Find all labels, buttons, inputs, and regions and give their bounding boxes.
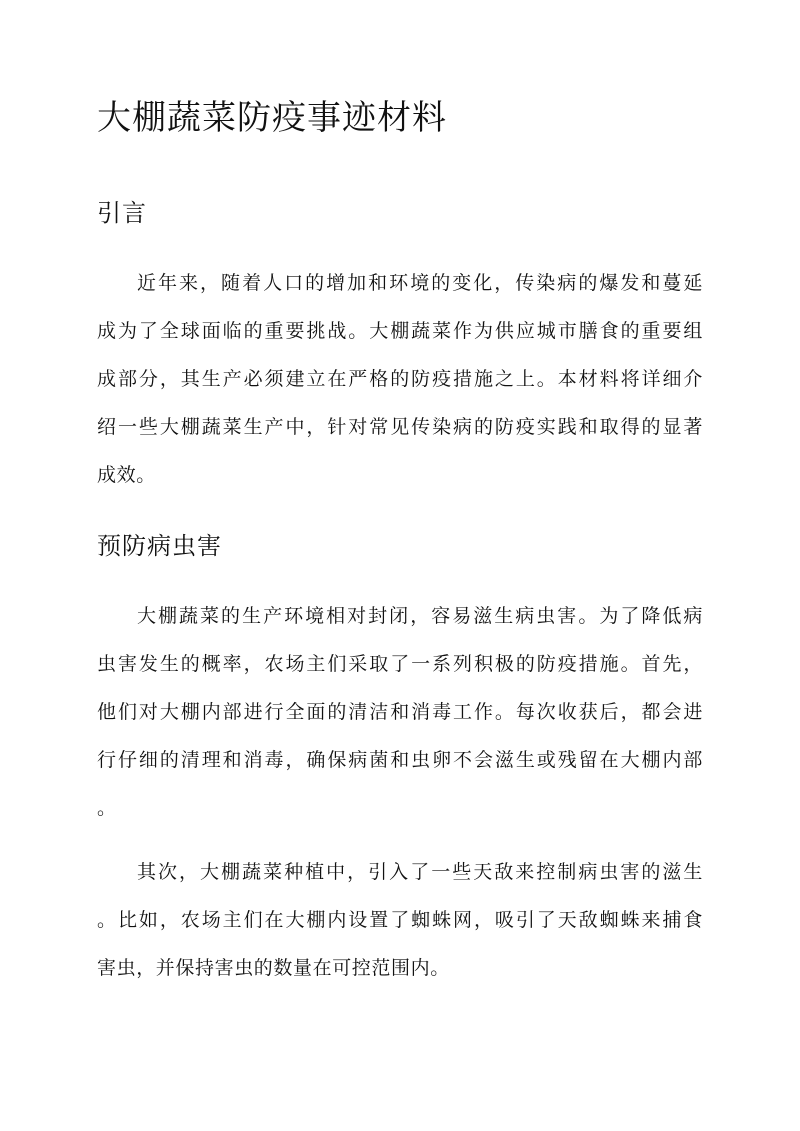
paragraph-line: 成部分，其生产必须建立在严格的防疫措施之上。本材料将详细介 — [97, 368, 703, 390]
paragraph-line: 成效。 — [97, 464, 156, 486]
paragraph-line: 绍一些大棚蔬菜生产中，针对常见传染病的防疫实践和取得的显著 — [97, 416, 703, 438]
section-heading-intro: 引言 — [97, 199, 147, 227]
paragraph-line: 。比如，农场主们在大棚内设置了蜘蛛网，吸引了天敌蜘蛛来捕食 — [97, 909, 703, 931]
paragraph-line: 害虫，并保持害虫的数量在可控范围内。 — [97, 957, 450, 979]
paragraph-line: 其次，大棚蔬菜种植中，引入了一些天敌来控制病虫害的滋生 — [137, 861, 703, 883]
paragraph-line: 他们对大棚内部进行全面的清洁和消毒工作。每次收获后，都会进 — [97, 701, 703, 723]
paragraph-line: 成为了全球面临的重要挑战。大棚蔬菜作为供应城市膳食的重要组 — [97, 320, 703, 342]
document-title: 大棚蔬菜防疫事迹材料 — [97, 98, 447, 138]
paragraph-line: 近年来，随着人口的增加和环境的变化，传染病的爆发和蔓延 — [137, 272, 703, 294]
paragraph-line: 。 — [97, 797, 117, 819]
section-heading-pest-prevention: 预防病虫害 — [97, 532, 222, 560]
paragraph-line: 大棚蔬菜的生产环境相对封闭，容易滋生病虫害。为了降低病 — [137, 605, 703, 627]
paragraph-line: 虫害发生的概率，农场主们采取了一系列积极的防疫措施。首先， — [97, 653, 703, 675]
paragraph-line: 行仔细的清理和消毒，确保病菌和虫卵不会滋生或残留在大棚内部 — [97, 749, 703, 771]
